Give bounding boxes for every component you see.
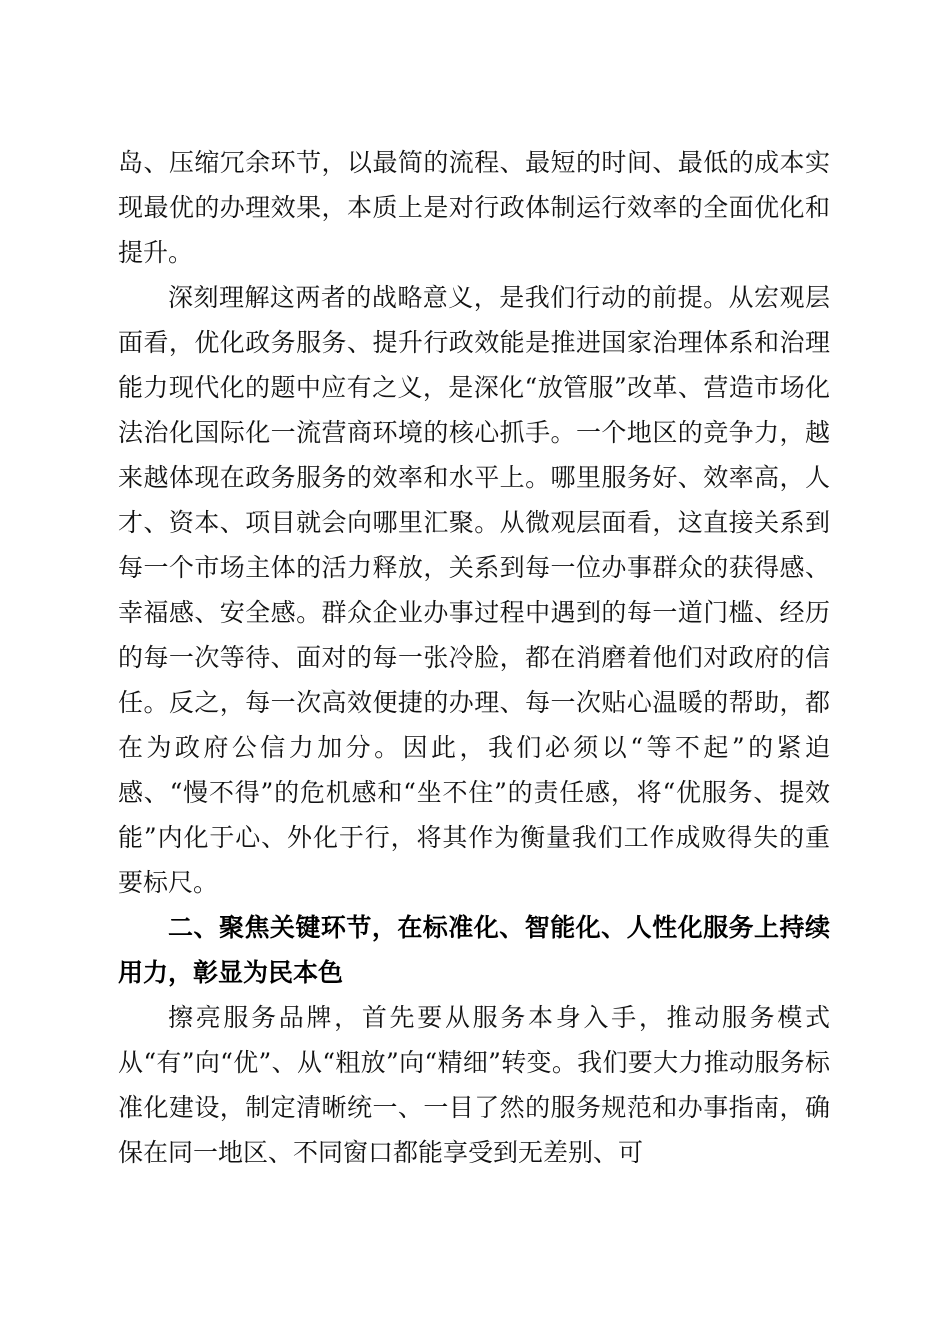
paragraph-continuation: 岛、压缩冗余环节，以最简的流程、最短的时间、最低的成本实现最优的办理效果，本质上是对行政体制运行效率的全面优化和提升。 xyxy=(118,148,830,267)
document-body xyxy=(118,140,830,1175)
paragraph-strategic-significance: 深刻理解这两者的战略意义，是我们行动的前提。从宏观层面看，优化政务服务、提升行政效能是推进国家治理体系和治理能力现代化的题中应有之义，是深化“放管服”改革、营造市场化法治化国际化一流营商环境的核心抓手。一个地区的竞争力，越来越体现在政务服务的效率和水平上。哪里服务好、效率高，人才、资本、项目就会向哪里汇聚。从微观层面看，这直接关系到每一个市场主体的活力释放，关系到每一位办事群众的获得感、幸福感、安全感。群众企业办事过程中遇到的每一道门槛、经历的每一次等待、面对的每一张冷脸，都在消磨着他们对政府的信任。反之，每一次高效便捷的办理、每一次贴心温暖的帮助，都在为政府公信力加分。因此，我们必须以“等不起”的紧迫感、“慢不得”的危机感和“坐不住”的责任感，将“优服务、提效能”内化于心、外化于行，将其作为衡量我们工作成败得失的重要标尺。 xyxy=(118,283,830,897)
section-heading-two: 二、聚焦关键环节，在标准化、智能化、人性化服务上持续用力，彰显为民本色 xyxy=(118,913,830,987)
paragraph-service-brand: 擦亮服务品牌，首先要从服务本身入手，推动服务模式从“有”向“优”、从“粗放”向“精细”转变。我们要大力推动服务标准化建设，制定清晰统一、一目了然的服务规范和办事指南，确保在同一地区、不同窗口都能享受到无差别、可 xyxy=(118,1003,830,1167)
